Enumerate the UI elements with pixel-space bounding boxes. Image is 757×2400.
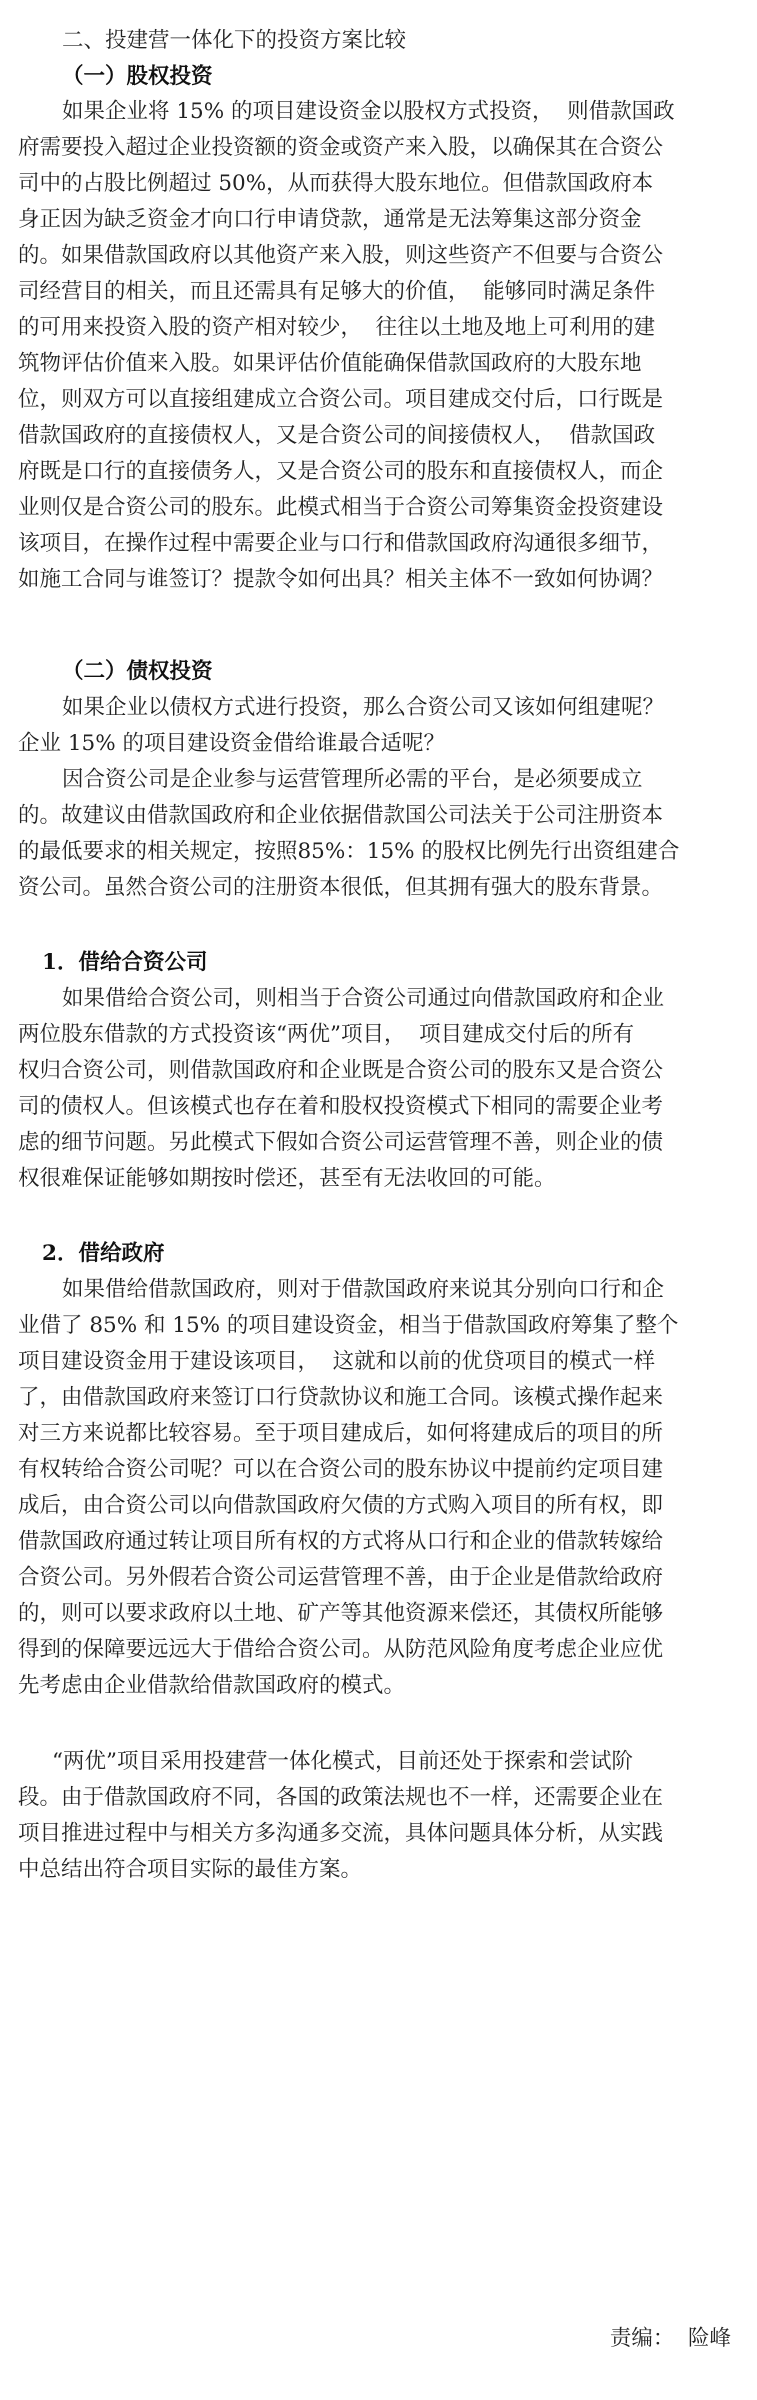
paragraph-line: 如果企业将 15% 的项目建设资金以股权方式投资， 则借款国政: [62, 99, 675, 124]
section-title: 二、投建营一体化下的投资方案比较: [62, 28, 407, 53]
paragraph-line: 业则仅是合资公司的股东。此模式相当于合资公司筹集资金投资建设: [18, 495, 664, 520]
paragraph-line: 业借了 85% 和 15% 的项目建设资金，相当于借款国政府筹集了整个: [18, 1313, 679, 1338]
paragraph-line: 司经营目的相关，而且还需具有足够大的价值， 能够同时满足条件: [18, 279, 656, 304]
paragraph-line: 的，则可以要求政府以土地、矿产等其他资源来偿还，其债权所能够: [18, 1601, 664, 1626]
paragraph-line: 位，则双方可以直接组建成立合资公司。项目建成交付后，口行既是: [18, 387, 664, 412]
paragraph-line: 的最低要求的相关规定，按照85%：15% 的股权比例先行出资组建合: [18, 839, 680, 864]
paragraph-line: 的。故建议由借款国政府和企业依据借款国公司法关于公司注册资本: [18, 803, 664, 828]
paragraph-line: 该项目，在操作过程中需要企业与口行和借款国政府沟通很多细节，: [18, 531, 664, 556]
paragraph-line: 因合资公司是企业参与运营管理所必需的平台，是必须要成立: [62, 767, 643, 792]
paragraph-line: 的。如果借款国政府以其他资产来入股，则这些资产不但要与合资公: [18, 243, 664, 268]
paragraph-line: 虑的细节问题。另此模式下假如合资公司运营管理不善，则企业的债: [18, 1130, 664, 1155]
paragraph-line: 中总结出符合项目实际的最佳方案。: [18, 1857, 363, 1882]
paragraph-line: 如果借给借款国政府，则对于借款国政府来说其分别向口行和企: [62, 1277, 665, 1302]
paragraph-line: 权很难保证能够如期按时偿还，甚至有无法收回的可能。: [18, 1166, 556, 1191]
paragraph-line: 如果企业以债权方式进行投资，那么合资公司又该如何组建呢？: [62, 695, 665, 720]
paragraph-line: 如果借给合资公司，则相当于合资公司通过向借款国政府和企业: [62, 986, 665, 1011]
paragraph-line: 身正因为缺乏资金才向口行申请贷款，通常是无法筹集这部分资金: [18, 207, 642, 232]
paragraph-line: 府既是口行的直接债务人，又是合资公司的股东和直接债权人，而企: [18, 459, 664, 484]
paragraph-line: 得到的保障要远远大于借给合资公司。从防范风险角度考虑企业应优: [18, 1637, 664, 1662]
paragraph-line: 段。由于借款国政府不同，各国的政策法规也不一样，还需要企业在: [18, 1785, 664, 1810]
paragraph-line: 合资公司。另外假若合资公司运营管理不善，由于企业是借款给政府: [18, 1565, 664, 1590]
paragraph-line: 权归合资公司，则借款国政府和企业既是合资公司的股东又是合资公: [18, 1058, 664, 1083]
paragraph-line: 先考虑由企业借款给借款国政府的模式。: [18, 1673, 406, 1698]
lend-jv-heading: 1．借给合资公司: [42, 950, 208, 975]
paragraph-line: 如施工合同与谁签订？提款令如何出具？相关主体不一致如何协调？: [18, 567, 664, 592]
paragraph-line: 司的债权人。但该模式也存在着和股权投资模式下相同的需要企业考: [18, 1094, 664, 1119]
paragraph-line: 借款国政府通过转让项目所有权的方式将从口行和企业的借款转嫁给: [18, 1529, 664, 1554]
paragraph-line: “两优”项目采用投建营一体化模式，目前还处于探索和尝试阶: [52, 1749, 633, 1774]
paragraph-line: 成后，由合资公司以向借款国政府欠债的方式购入项目的所有权，即: [18, 1493, 664, 1518]
paragraph-line: 府需要投入超过企业投资额的资金或资产来入股，以确保其在合资公: [18, 135, 664, 160]
paragraph-line: 司中的占股比例超过 50%，从而获得大股东地位。但借款国政府本: [18, 171, 654, 196]
lend-gov-heading: 2．借给政府: [42, 1241, 165, 1266]
paragraph-line: 了，由借款国政府来签订口行贷款协议和施工合同。该模式操作起来: [18, 1385, 664, 1410]
equity-heading: （一）股权投资: [62, 64, 213, 89]
paragraph-line: 项目建设资金用于建设该项目， 这就和以前的优贷项目的模式一样: [18, 1349, 656, 1374]
debt-heading: （二）债权投资: [62, 659, 213, 684]
paragraph-line: 的可用来投资入股的资产相对较少， 往往以土地及地上可利用的建: [18, 315, 656, 340]
paragraph-line: 资公司。虽然合资公司的注册资本很低，但其拥有强大的股东背景。: [18, 875, 664, 900]
paragraph-line: 项目推进过程中与相关方多沟通多交流，具体问题具体分析，从实践: [18, 1821, 664, 1846]
paragraph-line: 有权转给合资公司呢？可以在合资公司的股东协议中提前约定项目建: [18, 1457, 664, 1482]
paragraph-line: 两位股东借款的方式投资该“两优”项目， 项目建成交付后的所有: [18, 1022, 635, 1047]
paragraph-line: 对三方来说都比较容易。至于项目建成后，如何将建成后的项目的所: [18, 1421, 664, 1446]
paragraph-line: 筑物评估价值来入股。如果评估价值能确保借款国政府的大股东地: [18, 351, 642, 376]
paragraph-line: 借款国政府的直接债权人，又是合资公司的间接债权人， 借款国政: [18, 423, 656, 448]
editor-credit: 责编： 险峰: [609, 2326, 731, 2351]
paragraph-line: 企业 15% 的项目建设资金借给谁最合适呢？: [18, 731, 445, 756]
